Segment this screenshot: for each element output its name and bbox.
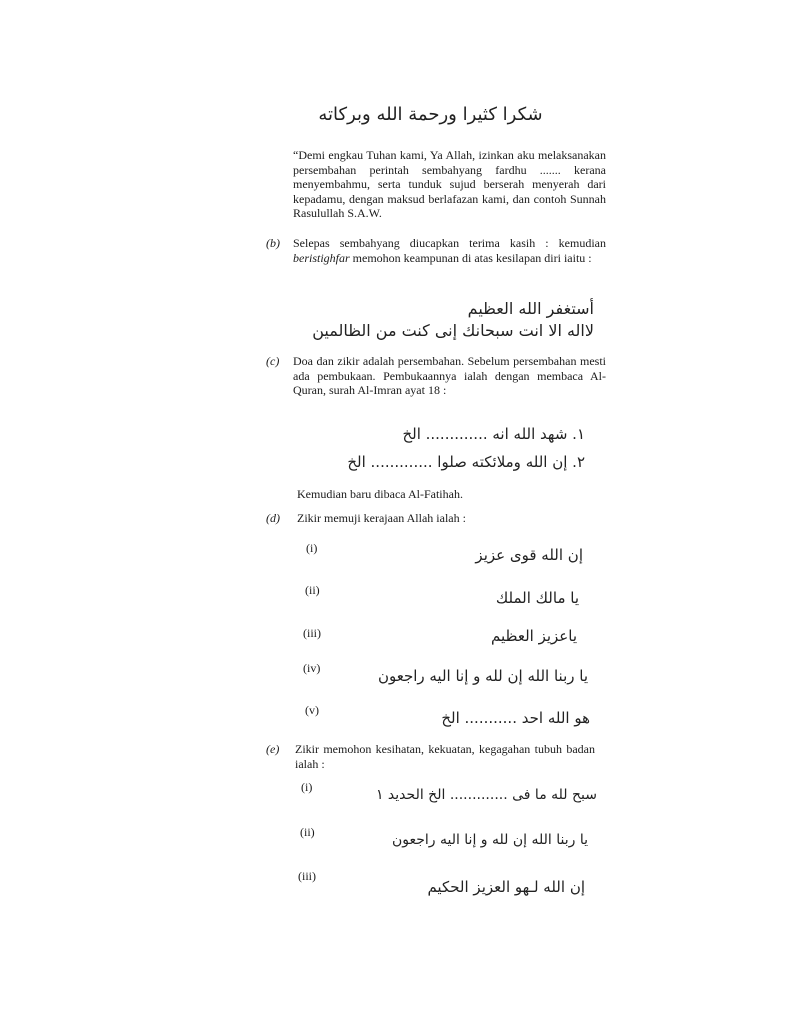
section-b-text-before: Selepas sembahyang diucapkan terima kasih : kemudian	[293, 236, 606, 250]
section-e-item-2-num: (ii)	[300, 825, 315, 839]
section-d-item-5-num: (v)	[305, 703, 319, 717]
section-d-item-2-arabic: يا مالك الملك	[495, 589, 579, 607]
intro-paragraph: “Demi engkau Tuhan kami, Ya Allah, izinkan aku melaksanakan persembahan perintah sembahyang fardhu ....... kerana menyembahmu, serta tunduk sujud berserah menyerah dari kepadamu, dengan maksud berlafazan kami, dan contoh Sunnah Rasulullah S.A.W.	[293, 148, 606, 220]
section-b-text-italic: beristighfar	[293, 250, 350, 265]
section-b-text-after: memohon keampunan di atas kesilapan diri iaitu :	[349, 250, 592, 265]
section-e-item-1-arabic: سبح لله ما فى ............. الخ الحديد ١	[375, 787, 597, 803]
section-d-item-5-arabic: هو الله احد ........... الخ	[441, 709, 590, 727]
section-d-item-1-num: (i)	[306, 541, 318, 555]
section-e-text: Zikir memohon kesihatan, kekuatan, kegagahan tubuh badan ialah :	[295, 742, 595, 771]
section-d-text: Zikir memuji kerajaan Allah ialah :	[297, 511, 466, 525]
section-b-paragraph	[293, 236, 606, 265]
section-d-item-4-num: (iv)	[303, 661, 321, 675]
section-b-arabic-line-2: لااله الا انت سبحانك إنى كنت من الظالمين	[312, 321, 594, 340]
section-c-marker: (c)	[266, 354, 280, 368]
section-b-arabic-line-1: أستغفر الله العظيم	[467, 299, 594, 318]
section-b-marker: (b)	[266, 236, 280, 250]
section-e-item-2-arabic: يا ربنا الله إن لله و إنا اليه راجعون	[391, 832, 588, 848]
section-d-item-4-arabic: يا ربنا الله إن لله و إنا اليه راجعون	[377, 667, 588, 685]
section-d-item-3-num: (iii)	[303, 626, 321, 640]
section-e-item-1-num: (i)	[301, 780, 313, 794]
section-c-after-text: Kemudian baru dibaca Al-Fatihah.	[297, 487, 463, 501]
section-d-marker: (d)	[266, 511, 280, 525]
section-d-item-1-arabic: إن الله قوى عزيز	[475, 546, 583, 564]
section-c-arabic-line-2: ٢. إن الله وملائكته صلوا ............. الخ	[347, 453, 585, 471]
section-d-item-3-arabic: ياعزيز العظيم	[491, 627, 577, 645]
section-c-arabic-line-1: ١. شهد الله انه ............. الخ	[402, 425, 585, 443]
header-arabic: شكرا كثيرا ورحمة الله وبركاته	[318, 104, 543, 125]
section-d-item-2-num: (ii)	[305, 583, 320, 597]
section-e-item-3-num: (iii)	[298, 869, 316, 883]
section-e-item-3-arabic: إن الله لـهو العزيز الحكيم	[427, 878, 585, 896]
section-c-paragraph: Doa dan zikir adalah persembahan. Sebelum persembahan mesti ada pembukaan. Pembukaannya ialah dengan membaca Al-Quran, surah Al-Imran ayat 18 :	[293, 354, 606, 397]
section-e-marker: (e)	[266, 742, 280, 756]
